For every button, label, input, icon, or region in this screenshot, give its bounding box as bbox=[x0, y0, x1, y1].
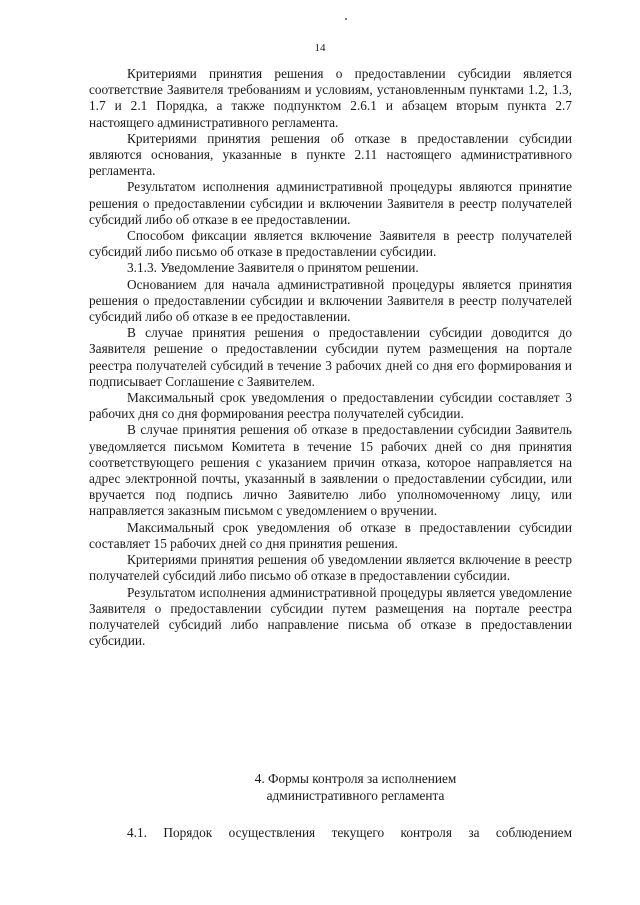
paragraph-start: 4.1. Порядок осуществления текущего контроля за соблюдением bbox=[127, 825, 572, 840]
body-text bbox=[89, 66, 572, 649]
paragraph: Результатом исполнения административной процедуры являются принятие решения о предоставлении субсидии и включении Заявителя в реестр получателей субсидий либо об отказе в ее предоставлении. bbox=[89, 179, 572, 227]
section-heading-line: административного регламента bbox=[266, 788, 445, 803]
paragraph: Критериями принятия решения о предоставлении субсидии является соответствие Заявителя требованиям и условиям, установленным пунктами 1.2, 1.3, 1.7 и 2.1 Порядка, а также подпунктом 2.6.1 и абзацем вторым пункта 2.7 настоящего административного регламента. bbox=[89, 66, 572, 130]
paragraph: Максимальный срок уведомления о предоставлении субсидии составляет 3 рабочих дня со дня формирования реестра получателей субсидии. bbox=[89, 390, 572, 422]
scan-speck bbox=[345, 18, 347, 20]
paragraph: Результатом исполнения административной процедуры является уведомление Заявителя о предоставлении субсидии путем размещения на портале реестра получателей субсидий либо направление письма об отказе в предоставлении субсидии. bbox=[89, 584, 572, 649]
paragraph: Критериями принятия решения об отказе в предоставлении субсидии являются основания, указанные в пункте 2.11 настоящего административного регламента. bbox=[89, 130, 572, 179]
paragraph: Критериями принятия решения об уведомлении является включение в реестр получателей субсидий либо письмо об отказе в предоставлении субсидии. bbox=[89, 552, 572, 584]
section-heading bbox=[89, 770, 572, 804]
paragraph: Основанием для начала административной процедуры является принятия решения о предоставлении субсидии и включении Заявителя в реестр получателей субсидий либо об отказе в ее предоставлении. bbox=[89, 276, 572, 325]
section-heading-line: 4. Формы контроля за исполнением bbox=[254, 771, 457, 786]
page-number: 14 bbox=[314, 42, 326, 54]
paragraph: В случае принятия решения о предоставлении субсидии доводится до Заявителя решение о предоставлении субсидии путем размещения на портале реестра получателей субсидий в течение 3 рабочих дней со дня его формирования и подписывает Соглашение с Заявителем. bbox=[89, 325, 572, 389]
paragraph: 3.1.3. Уведомление Заявителя о принятом решении. bbox=[127, 260, 419, 276]
paragraph: Способом фиксации является включение Заявителя в реестр получателей субсидий либо письмо об отказе в предоставлении субсидии. bbox=[89, 228, 572, 260]
paragraph: В случае принятия решения об отказе в предоставлении субсидии Заявитель уведомляется письмом Комитета в течение 15 рабочих дней со дня принятия соответствующего решения с указанием причин отказа, которое направляется на адрес электронной почты, указанный в заявлении о предоставлении субсидии, или вручается под подпись лично Заявителю либо уполномоченному лицу, или направляется заказным письмом с уведомлением о вручении. bbox=[89, 422, 572, 519]
paragraph: Максимальный срок уведомления об отказе в предоставлении субсидии составляет 15 рабочих дней со дня принятия решения. bbox=[89, 519, 572, 551]
